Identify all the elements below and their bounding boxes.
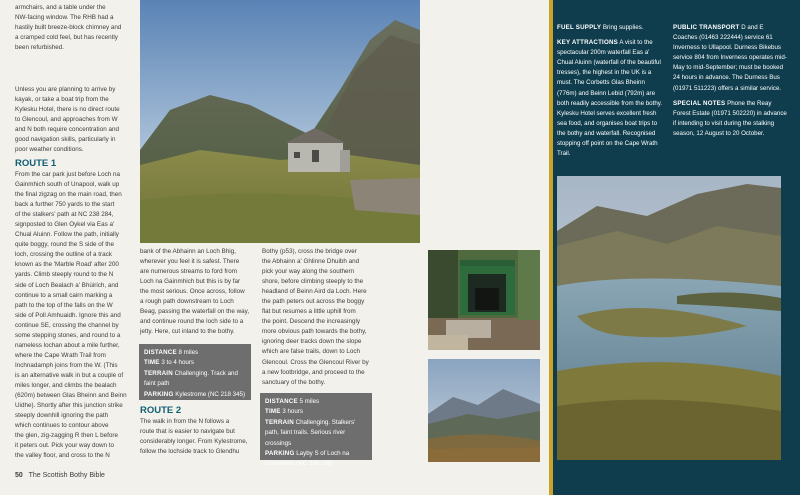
route-1-time: 3 to 4 hours (161, 359, 195, 367)
bothy-photo (140, 0, 420, 243)
route-2-heading: ROUTE 2 (140, 405, 182, 416)
route-1-terrain: Challenging. Track and faint path (144, 369, 238, 388)
route-1-distance-label: DISTANCE (144, 349, 177, 356)
fuel-supply-entry (557, 23, 665, 33)
special-notes-text: Phone the Reay Forest Estate (01971 502220) in advance if intending to visit during the stalking season, 12 August to 20 October. (673, 99, 787, 137)
route-2-time: 3 hours (282, 408, 303, 416)
route-2-distance-label: DISTANCE (265, 398, 298, 405)
special-notes-label: SPECIAL NOTES (673, 99, 726, 107)
public-transport-entry (673, 23, 787, 94)
middle-column-text: bank of the Abhainn an Loch Bhig, wherever you feel it is safest. There are numerous streams to ford from Loch na Gainmhich but this is by far the most serious. Once across, follow a rough path downstream to Loch Beag, passing the waterfall on the way, and continue round the loch side to a jetty. Here, cut inland to the bothy. (140, 248, 250, 336)
route-1-parking-label: PARKING (144, 390, 174, 398)
route-1-heading: ROUTE 1 (15, 158, 57, 169)
route-2-terrain-label: TERRAIN (265, 418, 294, 426)
route-2-text: The walk in from the N follows a route that is easier to navigate but considerably longer. From Kylestrome, follow the lochside track to Glendhu (140, 418, 248, 456)
route-2-distance: 5 miles (299, 398, 320, 405)
special-notes-entry (673, 99, 787, 139)
page-folio (15, 472, 105, 479)
intro-paragraph: armchairs, and a table under the NW-facing window. The RHB had a hastily built breeze-block chimney and a cramped cold feel, but has recently been refurbished. (15, 4, 122, 52)
route-2-time-label: TIME (265, 408, 281, 416)
kayak-paragraph: Unless you are planning to arrive by kayak, or take a boat trip from the Kylesku Hotel, there is no direct route to Glencoul, and approaches from W and N both require concentration and good navigation skills, particularly in poor weather conditions. (15, 86, 120, 154)
right-column-text: Bothy (p53), cross the bridge over the Abhainn a' Ghlinne Dhuibh and pick your way along the southern shore, before climbing steeply to the headland of Beinn Aird da Loch. Here the path peters out across the boggy flat but resumes a little uphill from the point. Descend the increasingly more obvious path towards the bothy, ignoring deer tracks down the slope which are false trails, down to Loch Glencoul. Cross the Glencoul River by a new footbridge, and proceed to the sanctuary of the bothy. (262, 248, 369, 386)
route-2-terrain: Challenging. Stalkers' path, faint trails. Serious river crossings (265, 418, 356, 447)
key-attractions-label: KEY ATTRACTIONS (557, 39, 618, 47)
book-title: The Scottish Bothy Bible (28, 472, 105, 479)
sidebar-column-right (673, 23, 787, 144)
sidebar-accent-stripe (549, 0, 553, 495)
fuel-supply-text: Bring supplies. (602, 24, 644, 31)
route-1-terrain-label: TERRAIN (144, 369, 173, 377)
sidebar-column-left (557, 23, 665, 164)
route-2-info-box (260, 393, 372, 468)
fuel-supply-label: FUEL SUPPLY (557, 24, 602, 31)
glen-photo (428, 359, 540, 462)
route-2-parking-label: PARKING (265, 450, 295, 458)
key-attractions-entry (557, 38, 665, 159)
page-number: 50 (15, 472, 23, 479)
route-1-text: From the car park just before Loch na Gainmhich south of Unapool, walk up the final zigzag on the main road, then back a further 750 yards to the start of the stalkers' path at NC 238 284, signposted to Glen Oykel via Eas a' Chual Aluinn. Follow the path, initially quite boggy, round the S side of the loch, crossing the outline of a track known as the 'Marble Road' after 200 yards. Climb steeply round to the N side of Loch Bealach a' Bhùirich, and continue to a small cairn marking a path to the top of the falls on the W side of Poll Amhuaidh. Ignore this and continue SE, crossing the channel by some stepping stones, and round to a nameless lochan about a mile further, where the Cape Wrath Trail from Inchnadamph joins from the W. (This is an alternative walk in but a couple of miles longer, and climbs the bealach (620m) between Glas Bheinn and Beinn Uidhe). Shortly after this junction strike steeply downhill ignoring the path which continues to contour above the glen, zig-zagging R then L before it peters out. Pick your way down to the valley floor, and cross to the N (15, 171, 127, 460)
public-transport-text: D and E Coaches (01463 222444) service 61 Inverness to Ullapool. Durness Bikebus service 804 from Inverness operates mid-May to mid-September; must be booked 24 hours in advance. The Durness Bus (01971 511223) offers a similar service. (673, 24, 787, 92)
route-1-parking: Kylestrome (NC 218 345) (175, 390, 246, 398)
route-1-info-box (139, 344, 251, 400)
route-2-parking: Layby S of Loch na Gainmhich (NC 238 285) (265, 450, 350, 468)
route-1-time-label: TIME (144, 359, 160, 367)
public-transport-label: PUBLIC TRANSPORT (673, 24, 740, 31)
loch-glencoul-photo (557, 176, 781, 460)
key-attractions-text: A visit to the spectacular 200m waterfall Eas a' Chual Aluinn (waterfall of the beautiful tresses), the highest in the UK is a must. The Corbetts Glas Bheinn (776m) and Beinn Lebid (792m) are both readily accessible from the bothy. Kylesku Hotel serves excellent fresh sea food, and organises boat trips to the bothy and waterfall. Recognised stopping off point on the Cape Wrath Trail. (557, 39, 663, 158)
fireplace-photo (428, 250, 540, 350)
route-1-distance: 8 miles (178, 349, 199, 356)
